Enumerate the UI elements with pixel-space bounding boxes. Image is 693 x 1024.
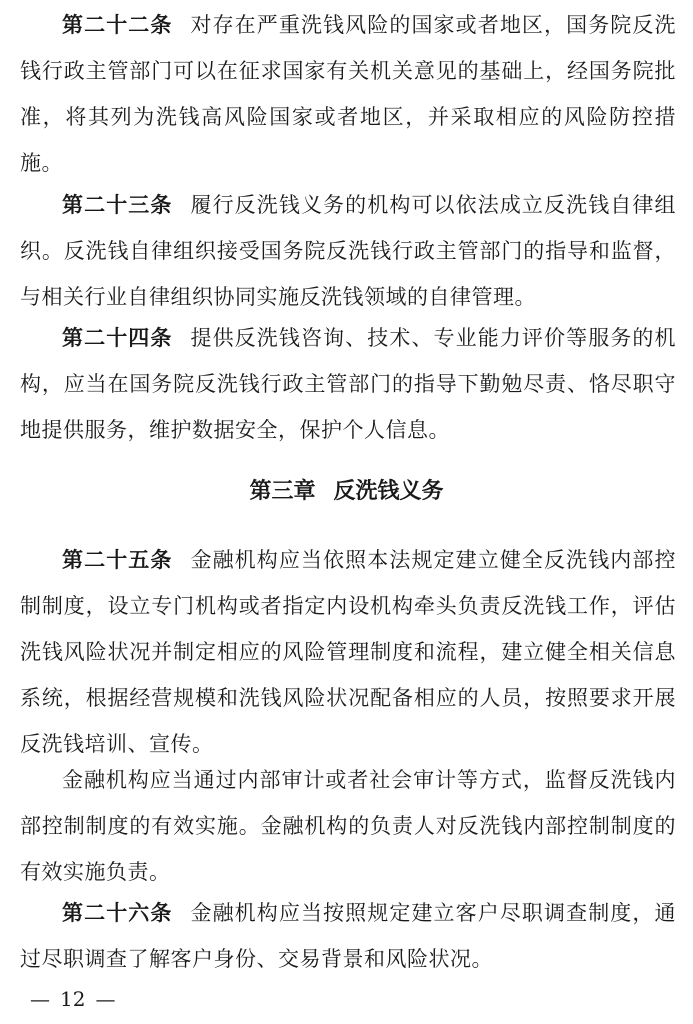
- article-25-paragraph-2: [20, 757, 676, 895]
- article-26: [20, 890, 676, 982]
- article-22: [20, 2, 676, 186]
- article-text: 金融机构应当通过内部审计或者社会审计等方式，监督反洗钱内部控制制度的有效实施。金融机构的负责人对反洗钱内部控制制度的有效实施负责。: [20, 768, 676, 884]
- article-label: 第二十二条: [62, 13, 173, 37]
- article-text: 提供反洗钱咨询、技术、专业能力评价等服务的机构，应当在国务院反洗钱行政主管部门的指导下勤勉尽责、恪尽职守地提供服务，维护数据安全，保护个人信息。: [20, 326, 677, 442]
- page-number: [20, 984, 125, 1014]
- page-number-value: 12: [60, 987, 86, 1011]
- chapter-number: 第三章: [249, 479, 316, 504]
- article-25: [20, 537, 676, 767]
- chapter-heading: [0, 472, 693, 512]
- article-23: [20, 182, 676, 320]
- article-label: 第二十六条: [62, 901, 173, 925]
- article-label: 第二十三条: [62, 193, 173, 217]
- article-text: 履行反洗钱义务的机构可以依法成立反洗钱自律组织。反洗钱自律组织接受国务院反洗钱行政主管部门的指导和监督，与相关行业自律组织协同实施反洗钱领域的自律管理。: [20, 193, 677, 309]
- article-24: [20, 315, 676, 453]
- article-text: 对存在严重洗钱风险的国家或者地区，国务院反洗钱行政主管部门可以在征求国家有关机关意见的基础上，经国务院批准，将其列为洗钱高风险国家或者地区，并采取相应的风险防控措施。: [20, 13, 677, 175]
- article-label: 第二十四条: [62, 326, 173, 350]
- article-text: 金融机构应当依照本法规定建立健全反洗钱内部控制制度，设立专门机构或者指定内设机构牵头负责反洗钱工作，评估洗钱风险状况并制定相应的风险管理制度和流程，建立健全相关信息系统，根据经营规模和洗钱风险状况配备相应的人员，按照要求开展反洗钱培训、宣传。: [20, 548, 677, 756]
- page-number-dash-left: —: [30, 987, 50, 1011]
- article-label: 第二十五条: [62, 548, 173, 572]
- article-text: 金融机构应当按照规定建立客户尽职调查制度，通过尽职调查了解客户身份、交易背景和风险状况。: [20, 901, 677, 971]
- page-number-dash-right: —: [95, 987, 116, 1011]
- chapter-title: 反洗钱义务: [333, 479, 444, 504]
